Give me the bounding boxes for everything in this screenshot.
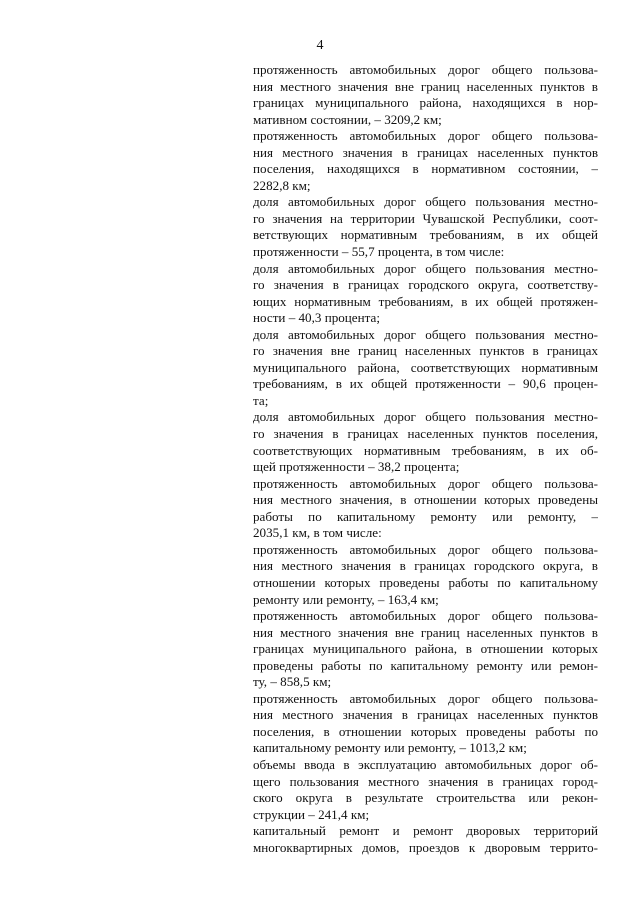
text-line: отношении которых проведены работы по капитальному bbox=[253, 574, 598, 590]
text-line: поселения, в отношении которых проведены работы по bbox=[253, 723, 598, 739]
text-line: 2035,1 км, в том числе: bbox=[253, 525, 382, 541]
text-line: ту, – 858,5 км; bbox=[253, 674, 332, 690]
text-line: 2282,8 км; bbox=[253, 177, 311, 193]
text-line: протяженность автомобильных дорог общего пользова- bbox=[253, 541, 598, 557]
text-line: ния местного значения вне границ населенных пунктов в bbox=[253, 624, 598, 640]
text-line: та; bbox=[253, 392, 269, 408]
text-line: границах муниципального района, в отношении которых bbox=[253, 641, 598, 657]
text-line: ского округа в результате строительства или рекон- bbox=[253, 790, 598, 806]
text-line: го значения на территории Чувашской Республики, соот- bbox=[253, 210, 598, 226]
page-number: 4 bbox=[316, 38, 324, 53]
text-line: протяженность автомобильных дорог общего пользова- bbox=[253, 128, 598, 144]
text-line: ветствующих нормативным требованиям, в их общей bbox=[253, 227, 598, 243]
text-line: соответствующих нормативным требованиям, в их об- bbox=[253, 442, 598, 458]
text-line: ния местного значения, в отношении которых проведены bbox=[253, 492, 598, 508]
text-line: многоквартирных домов, проездов к дворовым террито- bbox=[253, 839, 598, 855]
text-line: го значения вне границ населенных пунктов в границах bbox=[253, 343, 598, 359]
text-line: протяженность автомобильных дорог общего пользова- bbox=[253, 62, 598, 77]
text-line: го значения в границах городского округа, соответству- bbox=[253, 277, 598, 293]
text-line: ности – 40,3 процента; bbox=[253, 310, 380, 326]
text-line: доля автомобильных дорог общего пользования местно- bbox=[253, 326, 598, 342]
text-line: доля автомобильных дорог общего пользования местно- bbox=[253, 194, 598, 210]
text-line: го значения в границах населенных пунктов поселения, bbox=[253, 426, 598, 442]
text-line: границах муниципального района, находящихся в нор- bbox=[253, 95, 598, 111]
text-line: ния местного значения в границах городского округа, в bbox=[253, 558, 598, 574]
text-line: работы по капитальному ремонту или ремонту, – bbox=[253, 508, 598, 524]
text-line: щего пользования местного значения в границах город- bbox=[253, 773, 598, 789]
text-line: протяженность автомобильных дорог общего пользова- bbox=[253, 690, 598, 706]
text-line: муниципального района, соответствующих нормативным bbox=[253, 359, 598, 375]
text-line: ющих нормативным требованиям, в их общей протяжен- bbox=[253, 293, 598, 309]
text-line: струкции – 241,4 км; bbox=[253, 806, 370, 822]
text-line: требованиям, в их общей протяженности – 90,6 процен- bbox=[253, 376, 598, 392]
text-line: мативном состоянии, – 3209,2 км; bbox=[253, 111, 442, 127]
text-line: ния местного значения в границах населенных пунктов bbox=[253, 144, 598, 160]
text-line: щей протяженности – 38,2 процента; bbox=[253, 459, 460, 475]
text-line: ния местного значения вне границ населенных пунктов в bbox=[253, 78, 598, 94]
text-line: капитальный ремонт и ремонт дворовых территорий bbox=[253, 823, 598, 839]
text-line: капитальному ремонту или ремонту, – 1013,2 км; bbox=[253, 740, 527, 756]
text-line: объемы ввода в эксплуатацию автомобильных дорог об- bbox=[253, 756, 598, 772]
text-line: ния местного значения в границах населенных пунктов bbox=[253, 707, 598, 723]
text-line: протяженности – 55,7 процента, в том числе: bbox=[253, 244, 505, 260]
text-line: протяженность автомобильных дорог общего пользова- bbox=[253, 608, 598, 624]
text-line: проведены работы по капитальному ремонту или ремон- bbox=[253, 657, 598, 673]
document-body bbox=[253, 62, 598, 856]
text-line: ремонту или ремонту, – 163,4 км; bbox=[253, 591, 439, 607]
text-line: протяженность автомобильных дорог общего пользова- bbox=[253, 475, 598, 491]
text-line: доля автомобильных дорог общего пользования местно- bbox=[253, 260, 598, 276]
text-line: доля автомобильных дорог общего пользования местно- bbox=[253, 409, 598, 425]
text-line: поселения, находящихся в нормативном состоянии, – bbox=[253, 161, 598, 177]
